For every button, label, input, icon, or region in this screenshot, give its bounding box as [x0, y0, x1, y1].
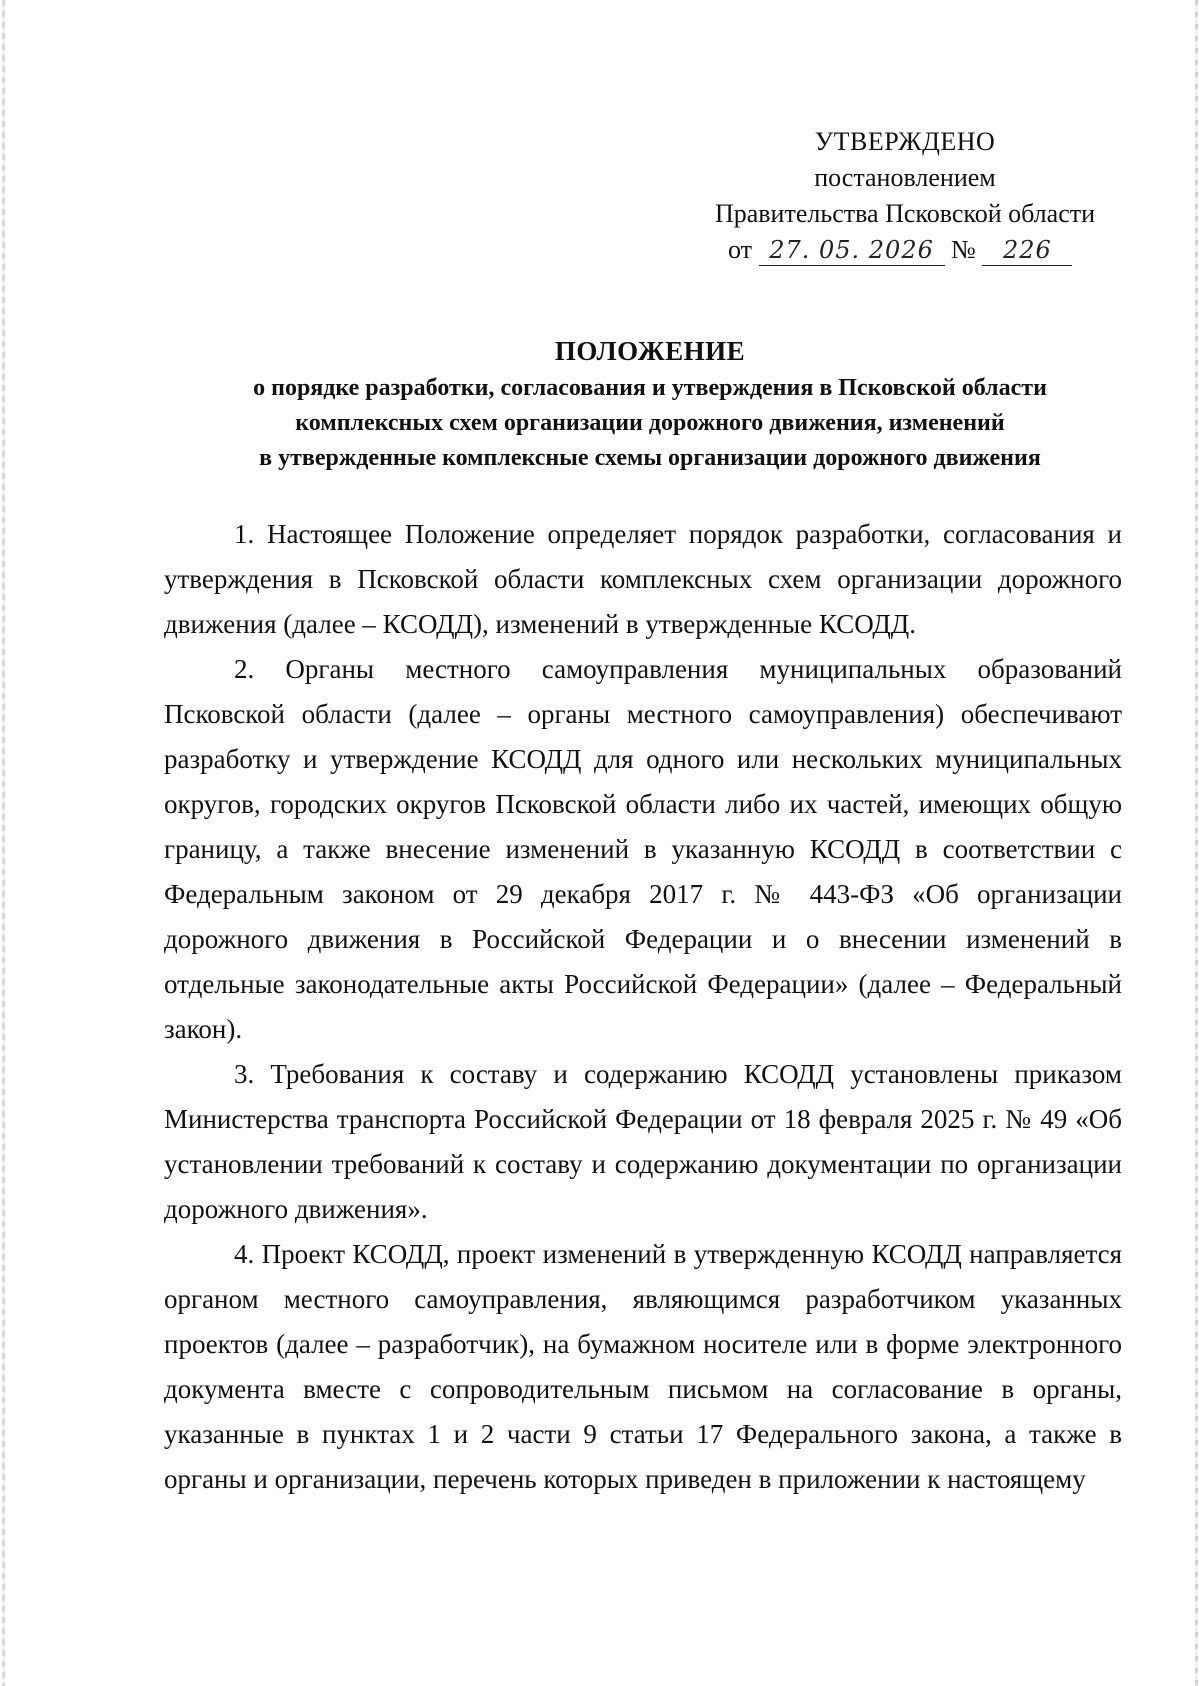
document-title: ПОЛОЖЕНИЕ — [554, 336, 746, 366]
document-subtitle-line-3: в утвержденные комплексные схемы организации дорожного движения — [259, 445, 1041, 471]
handwritten-date: 27. 05. 2026 — [759, 235, 945, 266]
scan-edge-right — [1195, 0, 1198, 1686]
paragraph-4: 4. Проект КСОДД, проект изменений в утвержденную КСОДД направляется органом местного самоуправления, являющимся разработчиком указанных проектов (далее – разработчик), на бумажном носителе или в форме электронного документа вместе с сопроводительным письмом на согласование в органы, указанные в пунктах 1 и 2 части 9 статьи 17 Федерального закона, а также в органы и организации, перечень которых приведен в приложении к настоящему — [164, 1239, 1122, 1494]
approval-title: УТВЕРЖДЕНО — [814, 127, 996, 156]
number-sign: № — [951, 235, 976, 264]
approval-line-government: Правительства Псковской области — [714, 199, 1096, 228]
document-heading — [150, 334, 1150, 476]
document-subtitle-line-2: комплексных схем организации дорожного движения, изменений — [295, 410, 1005, 436]
approval-block — [690, 124, 1120, 232]
approval-date-line — [728, 232, 1072, 268]
document-subtitle-line-1: о порядке разработки, согласования и утверждения в Псковской области — [253, 375, 1047, 401]
approval-line-decree: постановлением — [814, 163, 996, 192]
paragraph-1: 1. Настоящее Положение определяет порядок разработки, согласования и утверждения в Псковской области комплексных схем организации дорожного движения (далее – КСОДД), изменений в утвержденные КСОДД. — [164, 519, 1122, 639]
handwritten-number: 226 — [982, 235, 1072, 266]
document-body — [164, 512, 1122, 1502]
scan-edge-left — [2, 0, 5, 1686]
paragraph-3: 3. Требования к составу и содержанию КСОДД установлены приказом Министерства транспорта Российской Федерации от 18 февраля 2025 г. № 49 «Об установлении требований к составу и содержанию документации по организации дорожного движения». — [164, 1059, 1122, 1224]
date-prefix: от — [728, 235, 753, 264]
paragraph-2: 2. Органы местного самоуправления муниципальных образований Псковской области (далее – органы местного самоуправления) обеспечивают разработку и утверждение КСОДД для одного или нескольких муниципальных округов, городских округов Псковской области либо их частей, имеющих общую границу, а также внесение изменений в указанную КСОДД в соответствии с Федеральным законом от 29 декабря 2017 г. № 443-ФЗ «Об организации дорожного движения в Российской Федерации и о внесении изменений в отдельные законодательные акты Российской Федерации» (далее – Федеральный закон). — [164, 654, 1122, 1044]
